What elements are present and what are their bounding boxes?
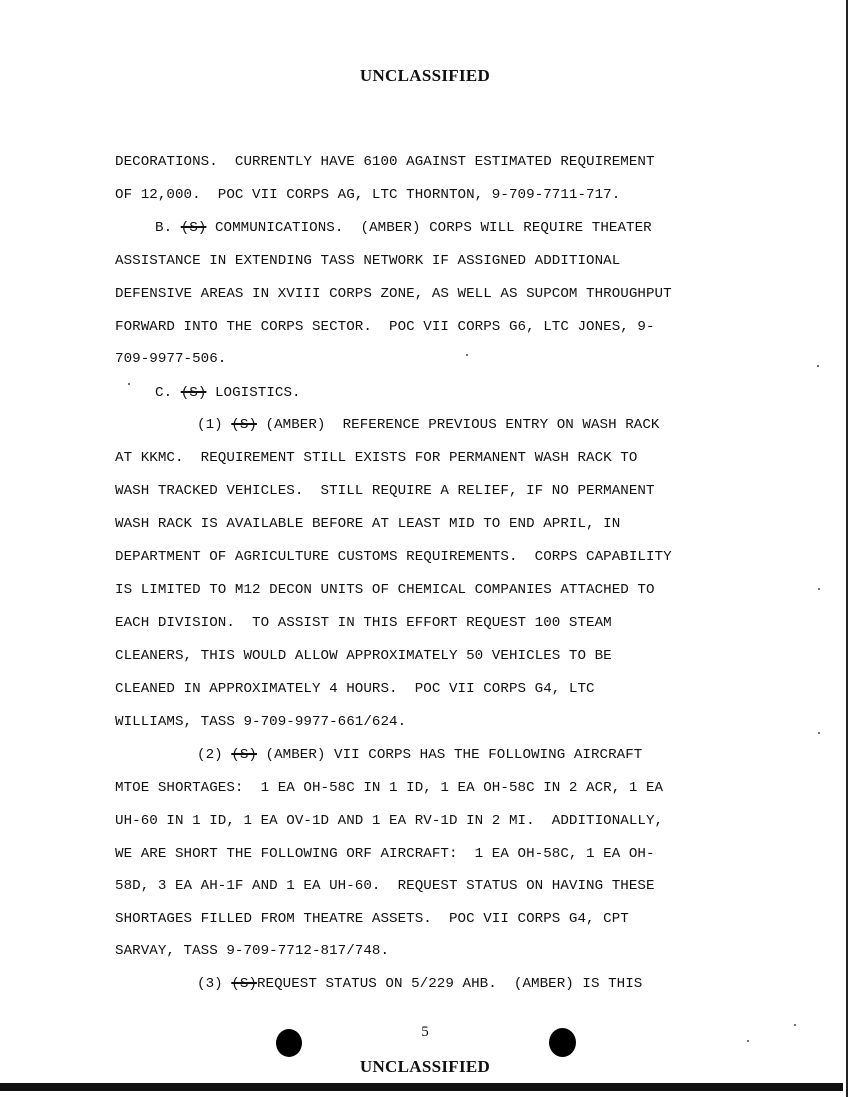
text-line [115,614,612,632]
text-line [115,252,620,270]
scan-right-edge [846,0,848,1097]
paragraph-label: (2) [197,747,232,763]
paragraph-label: C. [155,385,181,401]
line-text: FORWARD INTO THE CORPS SECTOR. POC VII CORPS G6, LTC JONES, 9- [115,319,655,335]
scan-speck [466,354,468,356]
line-text: AT KKMC. REQUIREMENT STILL EXISTS FOR PERMANENT WASH RACK TO [115,450,638,466]
line-text: MTOE SHORTAGES: 1 EA OH-58C IN 1 ID, 1 EA OH-58C IN 2 ACR, 1 EA [115,780,664,796]
line-text: 58D, 3 EA AH-1F AND 1 EA UH-60. REQUEST STATUS ON HAVING THESE [115,878,655,894]
text-line [115,647,612,665]
line-text: DEPARTMENT OF AGRICULTURE CUSTOMS REQUIREMENTS. CORPS CAPABILITY [115,549,672,565]
classification-footer: UNCLASSIFIED [359,1057,491,1076]
scan-speck [794,1024,796,1026]
text-line [197,746,642,764]
paragraph-label: B. [155,220,181,236]
struck-classification-mark: (S) [180,385,207,401]
line-text: WE ARE SHORT THE FOLLOWING ORF AIRCRAFT: 1 EA OH-58C, 1 EA OH- [115,846,655,862]
line-text: (AMBER) VII CORPS HAS THE FOLLOWING AIRCRAFT [256,747,643,763]
line-text: COMMUNICATIONS. (AMBER) CORPS WILL REQUIRE THEATER [206,220,652,236]
line-text: LOGISTICS. [206,385,301,401]
text-line [155,384,301,402]
text-line [115,350,226,368]
text-line [115,318,655,336]
text-line [115,548,672,566]
line-text: DECORATIONS. CURRENTLY HAVE 6100 AGAINST ESTIMATED REQUIREMENT [115,154,655,170]
text-line [115,449,637,467]
struck-classification-mark: (S) [180,220,207,236]
paragraph-label: (3) [197,976,232,992]
line-text: IS LIMITED TO M12 DECON UNITS OF CHEMICAL COMPANIES ATTACHED TO [115,582,655,598]
line-text: WILLIAMS, TASS 9-709-9977-661/624. [115,714,407,730]
text-line [115,910,629,928]
struck-classification-mark: (S) [231,747,257,763]
text-line [115,812,663,830]
text-line [115,515,620,533]
text-line [115,877,655,895]
scan-speck [747,1040,749,1042]
text-line [115,845,655,863]
line-text: EACH DIVISION. TO ASSIST IN THIS EFFORT REQUEST 100 STEAM [115,615,612,631]
text-line [115,186,620,204]
line-text: OF 12,000. POC VII CORPS AG, LTC THORNTON, 9-709-7711-717. [115,187,621,203]
text-line [115,153,655,171]
scan-speck [818,588,820,590]
text-line [155,219,652,237]
scan-bottom-edge [0,1083,843,1091]
classification-header: UNCLASSIFIED [359,66,491,85]
text-line [115,482,655,500]
line-text: UH-60 IN 1 ID, 1 EA OV-1D AND 1 EA RV-1D IN 2 MI. ADDITIONALLY, [115,813,664,829]
scan-speck [818,732,820,734]
punch-hole-left [276,1029,302,1057]
scan-speck [817,365,819,367]
line-text: SARVAY, TASS 9-709-7712-817/748. [115,943,390,959]
punch-hole-right [549,1028,576,1057]
scan-speck [128,383,130,385]
line-text: CLEANERS, THIS WOULD ALLOW APPROXIMATELY 50 VEHICLES TO BE [115,648,612,664]
struck-classification-mark: (S) [231,976,257,992]
text-line [115,713,406,731]
line-text: SHORTAGES FILLED FROM THEATRE ASSETS. POC VII CORPS G4, CPT [115,911,629,927]
text-line [197,416,659,434]
line-text: ASSISTANCE IN EXTENDING TASS NETWORK IF ASSIGNED ADDITIONAL [115,253,621,269]
line-text: REQUEST STATUS ON 5/229 AHB. (AMBER) IS THIS [256,976,643,992]
text-line [115,285,672,303]
text-line [115,779,663,797]
line-text: DEFENSIVE AREAS IN XVIII CORPS ZONE, AS WELL AS SUPCOM THROUGHPUT [115,286,672,302]
text-line [115,581,655,599]
line-text: (AMBER) REFERENCE PREVIOUS ENTRY ON WASH RACK [256,417,660,433]
line-text: CLEANED IN APPROXIMATELY 4 HOURS. POC VII CORPS G4, LTC [115,681,595,697]
line-text: 709-9977-506. [115,351,227,367]
text-line [115,942,389,960]
line-text: WASH RACK IS AVAILABLE BEFORE AT LEAST MID TO END APRIL, IN [115,516,621,532]
page-number: 5 [421,1024,429,1040]
text-line [115,680,595,698]
paragraph-label: (1) [197,417,232,433]
struck-classification-mark: (S) [231,417,257,433]
line-text: WASH TRACKED VEHICLES. STILL REQUIRE A RELIEF, IF NO PERMANENT [115,483,655,499]
text-line [197,975,642,993]
